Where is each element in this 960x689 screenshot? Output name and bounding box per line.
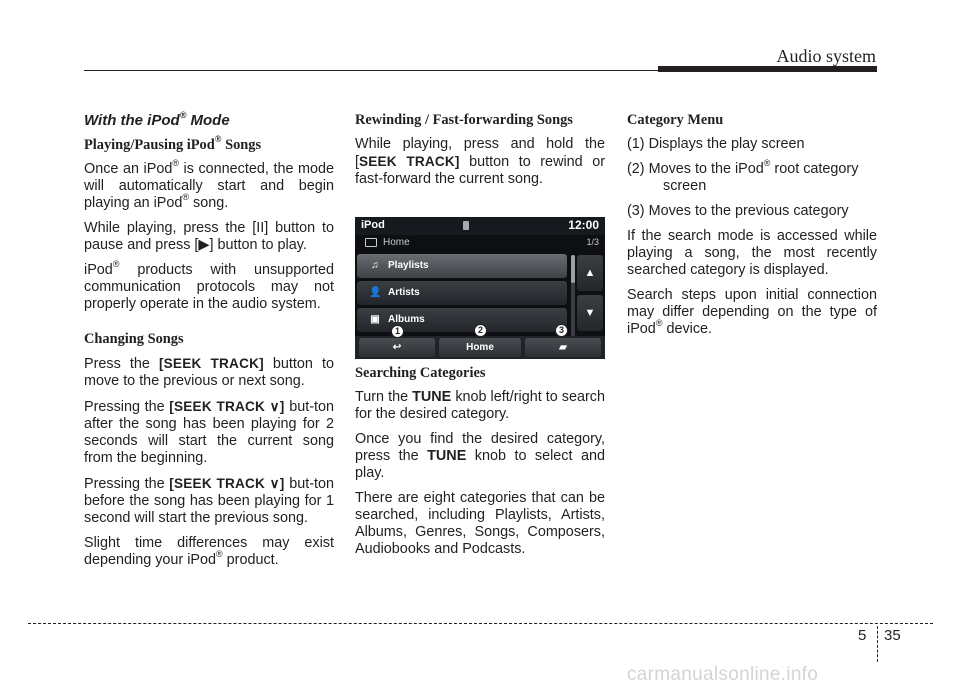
header-rule bbox=[84, 70, 658, 71]
heading-changing-songs: Changing Songs bbox=[84, 331, 184, 347]
heading-playing-pausing bbox=[84, 134, 334, 154]
text: knob left/right to search for the desired category. bbox=[355, 389, 605, 422]
paragraph-connect bbox=[84, 158, 335, 212]
callout-1: 1 bbox=[391, 325, 404, 338]
screen-scrollbar[interactable] bbox=[571, 255, 575, 337]
screen-clock: 12:00 bbox=[568, 218, 599, 232]
scrollbar-thumb[interactable] bbox=[571, 255, 575, 283]
text: product. bbox=[222, 552, 279, 568]
reg-mark: ® bbox=[216, 549, 223, 560]
reg-mark: ® bbox=[763, 158, 771, 169]
screen-path-bar bbox=[359, 235, 603, 251]
screen-item-artists[interactable] bbox=[357, 281, 567, 305]
paragraph-seek-before bbox=[84, 475, 334, 527]
heading-searching: Searching Categories bbox=[355, 365, 486, 381]
text: but-ton before the song has been playing for 1 second will start the previous song. bbox=[84, 476, 334, 526]
text: Search steps upon initial connection may differ depending on the type of iPod bbox=[627, 287, 877, 337]
menu-item-3: (3) Moves to the previous category bbox=[627, 203, 849, 219]
heading-category-menu: Category Menu bbox=[627, 112, 724, 128]
text: Once you find the desired category, press the bbox=[355, 431, 605, 464]
paragraph-press-seek bbox=[84, 355, 334, 390]
text: While playing, press and hold the [ bbox=[355, 136, 605, 170]
lock-icon bbox=[463, 221, 469, 230]
text: ] button to play. bbox=[209, 237, 307, 253]
heading-rewind: Rewinding / Fast-forwarding Songs bbox=[355, 112, 573, 128]
screen-status-bar bbox=[355, 217, 605, 235]
folder-icon bbox=[365, 238, 377, 247]
text: (2) Moves to the iPod bbox=[627, 161, 764, 177]
paragraph-time-diff bbox=[84, 535, 334, 569]
tune-label: TUNE bbox=[427, 448, 467, 464]
reg-mark: ® bbox=[182, 192, 190, 203]
menu-item-2 bbox=[627, 158, 877, 195]
paragraph-select-tune bbox=[355, 431, 605, 482]
music-icon: ♫ bbox=[371, 260, 379, 271]
text: Pressing the bbox=[84, 399, 170, 415]
footer-rule bbox=[28, 623, 933, 624]
screen-item-label: Artists bbox=[388, 287, 420, 298]
header-rule-thick bbox=[658, 66, 877, 72]
text: While playing, press the [II] button to pause and press [ bbox=[84, 220, 334, 253]
folder-button[interactable]: ▰ bbox=[525, 338, 601, 357]
home-button[interactable]: Home bbox=[439, 338, 521, 357]
callout-2: 2 bbox=[474, 324, 487, 337]
paragraph-seek-after bbox=[84, 398, 334, 467]
seek-track-label: SEEK TRACK] bbox=[359, 154, 460, 169]
ipod-screen-illustration bbox=[355, 217, 605, 359]
chapter-number: 5 bbox=[858, 627, 867, 644]
paragraph-pause bbox=[84, 220, 334, 254]
reg-mark: ® bbox=[214, 134, 222, 145]
callout-3: 3 bbox=[555, 324, 568, 337]
text: iPod bbox=[84, 262, 113, 278]
text: Turn the bbox=[355, 389, 413, 405]
reg-mark: ® bbox=[172, 158, 179, 169]
screen-path-label: Home bbox=[383, 237, 410, 248]
text: Once an iPod bbox=[84, 161, 173, 177]
reg-mark: ® bbox=[112, 259, 120, 270]
paragraph-unsupported bbox=[84, 259, 334, 313]
text: Press the bbox=[84, 356, 159, 372]
person-icon: 👤 bbox=[369, 287, 382, 298]
seek-track-label: [SEEK TRACK] bbox=[158, 356, 264, 371]
text: button to rewind or fast-forward the current song. bbox=[355, 154, 605, 187]
back-button[interactable]: ↩ bbox=[359, 338, 435, 357]
spacer bbox=[84, 321, 334, 331]
text: root category screen bbox=[663, 161, 859, 194]
scroll-up-button[interactable]: ▲ bbox=[577, 255, 603, 291]
menu-item-1: (1) Displays the play screen bbox=[627, 136, 805, 152]
screen-item-playlists[interactable] bbox=[357, 254, 567, 278]
play-icon: ▶ bbox=[198, 237, 210, 253]
page-header-title: Audio system bbox=[776, 46, 876, 66]
paragraph-turn-tune bbox=[355, 389, 605, 423]
watermark: carmanualsonline.info bbox=[627, 664, 819, 685]
screen-bottom-bar bbox=[355, 336, 605, 359]
paragraph-categories: There are eight categories that can be searched, including Playlists, Artists, Albums, Genres, Songs, Composers, Audiobooks and Podcasts. bbox=[355, 490, 605, 557]
column-2 bbox=[355, 112, 605, 196]
mode-heading bbox=[84, 112, 334, 129]
mode-heading-text: With the iPod bbox=[84, 112, 180, 129]
heading-playing-text: Playing/Pausing iPod bbox=[84, 137, 215, 153]
screen-title: iPod bbox=[361, 219, 385, 231]
text: Pressing the bbox=[84, 476, 170, 492]
column-1 bbox=[84, 112, 334, 577]
album-icon: ▣ bbox=[370, 314, 380, 325]
page-number: 35 bbox=[884, 627, 901, 644]
scroll-down-button[interactable]: ▼ bbox=[577, 295, 603, 331]
seek-track-down-label: [SEEK TRACK ∨] bbox=[169, 476, 285, 491]
screen-item-label: Albums bbox=[388, 314, 425, 325]
page-separator bbox=[877, 626, 878, 662]
text: but-ton after the song has been playing for 2 seconds will start the current song from the beginning. bbox=[84, 399, 334, 466]
screen-item-label: Playlists bbox=[388, 260, 429, 271]
text: button to move to the previous or next song. bbox=[84, 356, 334, 389]
text: device. bbox=[662, 321, 713, 337]
column-2-lower bbox=[355, 365, 605, 566]
reg-mark: ® bbox=[179, 110, 187, 120]
text: products with unsupported communication protocols may not properly operate in the audio system. bbox=[84, 262, 334, 312]
screen-page-indicator: 1/3 bbox=[586, 237, 599, 247]
text: is connected, the mode will automatically start and begin playing an iPod bbox=[84, 161, 335, 211]
mode-heading-suffix: Mode bbox=[186, 112, 230, 129]
tune-label: TUNE bbox=[412, 389, 452, 405]
text: song. bbox=[189, 195, 229, 211]
column-3 bbox=[627, 112, 877, 346]
text: Slight time differences may exist depending your iPod bbox=[84, 535, 334, 568]
paragraph-rewind bbox=[355, 136, 605, 188]
seek-track-down-label: [SEEK TRACK ∨] bbox=[169, 399, 285, 414]
screen-item-albums[interactable] bbox=[357, 308, 567, 332]
heading-playing-suffix: Songs bbox=[221, 137, 262, 153]
reg-mark: ® bbox=[655, 318, 663, 329]
text: knob to select and play. bbox=[355, 448, 605, 481]
paragraph-search-steps bbox=[627, 287, 877, 338]
paragraph-search-mode: If the search mode is accessed while playing a song, the most recently searched category is displayed. bbox=[627, 228, 877, 278]
